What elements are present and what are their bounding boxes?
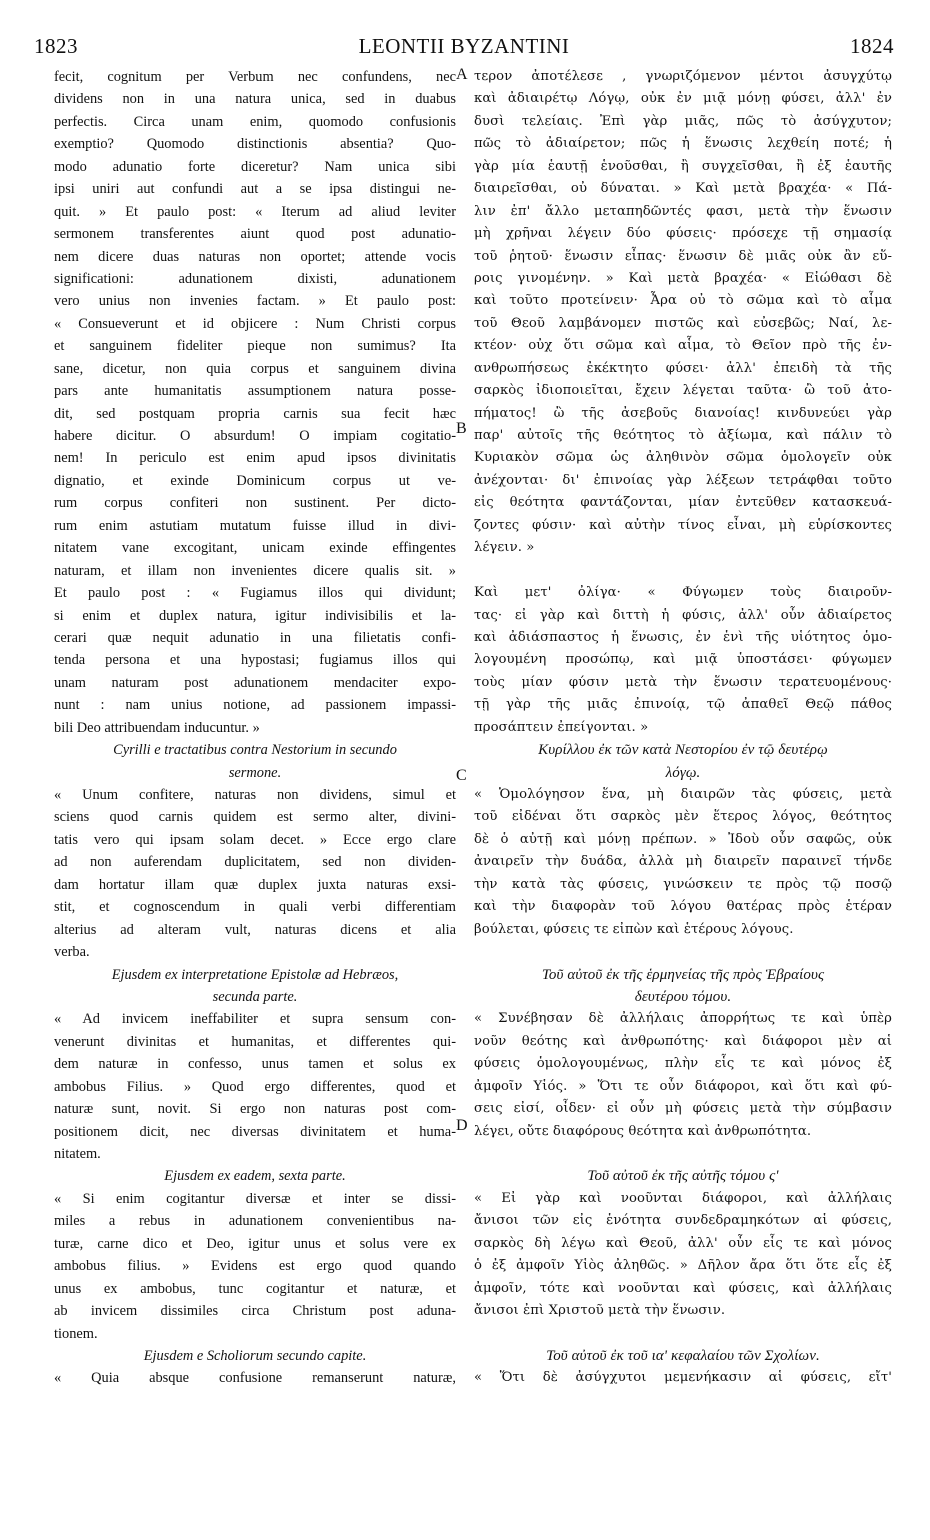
- latin-text-line: secunda parte.: [212, 988, 298, 1005]
- latin-text-line: Ejusdem e Scholiorum secundo capite.: [143, 1347, 367, 1364]
- greek-text-line: εἰς θεότητα φαντάζονται, μίαν ἐντεῦθεν κατασκευά-: [474, 495, 892, 511]
- latin-text-line: tenda persona et una hypostasi; fugiamus illos qui: [54, 652, 456, 669]
- greek-text-line: [474, 1143, 892, 1165]
- greek-text-line: ἀμφοῖν Υἱός. » Ὅτι τε οὖν διάφοροι, καὶ ὅτι καὶ φύ-: [474, 1078, 892, 1094]
- greek-text-line: βούλεται, φύσεις τε εἰπὼν καὶ ἑτέρους λόγους.: [474, 921, 794, 937]
- page-number-right: 1824: [850, 34, 894, 58]
- greek-text-line: [474, 560, 892, 582]
- latin-text-line: Et paulo post : « Fugiamus illos qui dividunt;: [54, 585, 456, 602]
- greek-text-line: ανθρωπήσεως ἐκέκτητο φύσει· ἀλλ' ἐπειδὴ τὰ τῆς: [474, 360, 892, 376]
- greek-text-line: μὴ χρῆναι λέγειν δύο φύσεις· πρόσεχε τῇ σημασίᾳ: [474, 226, 892, 242]
- greek-text-line: διαιρεῖσθαι, οὐ δύναται. » Καὶ μετὰ βραχέα· « Πά-: [474, 181, 892, 197]
- latin-text-line: naturam, et illam non invenientes dicere qualis sit. »: [54, 562, 456, 579]
- latin-text-line: ipsi uniri aut confundi aut a se ipsa distingui ne-: [54, 181, 456, 198]
- greek-text-line: λιν ἐπ' ἄλλο μεταπηδῶντές φασι, μετὰ τὴν ἕνωσιν: [474, 203, 892, 219]
- latin-text-line: pars ante humanitatis assumptionem natura posse-: [54, 383, 456, 400]
- latin-text-line: venerunt divinitas et humanitas, et differentes qui-: [54, 1033, 456, 1050]
- greek-text-line: δὲ ὁ αὐτῇ καὶ μόνῃ πρέπων. » Ἰδοὺ οὖν σαφῶς, οὐκ: [474, 831, 892, 847]
- latin-text-line: sane, dicetur, non quia corpus et sanguinem divina: [54, 360, 456, 377]
- latin-text-line: « Ad invicem ineffabiliter et supra sensum con-: [54, 1011, 456, 1028]
- greek-text-line: καὶ τοῦτο προτείνειν· Ἆρα οὐ τὸ σῶμα καὶ τὸ αἷμα: [474, 293, 892, 309]
- latin-text-line: « Quia absque confusione remanserunt naturæ,: [54, 1370, 456, 1387]
- greek-text-line: τοῦ εἰδέναι ὅτι σαρκὸς μὲν ἕτερος λόγος, θεότητος: [474, 809, 892, 825]
- greek-text-line: δευτέρου τόμου.: [634, 988, 732, 1005]
- greek-column: [474, 66, 892, 1390]
- greek-text-line: προσάπτειν ἐπείγονται. »: [474, 719, 649, 735]
- greek-text-line: δυσὶ τελείαις. Ἐπὶ γὰρ μιᾶς, πῶς τὸ ἀσύγχυτον;: [474, 113, 892, 129]
- margin-letter-d: D: [456, 1117, 468, 1134]
- greek-text-line: « Ὁμολόγησον ἕνα, μὴ διαιρῶν τὰς φύσεις, μετὰ: [474, 787, 892, 802]
- latin-text-line: Ejusdem ex interpretatione Epistolæ ad Hebræos,: [111, 966, 399, 983]
- latin-text-line: tionem.: [54, 1325, 98, 1342]
- latin-text-line: ambobus Filius. » Quod ergo differentes, quod et: [54, 1078, 456, 1095]
- greek-text-line: [474, 1323, 892, 1345]
- greek-text-line: τὴν κατὰ τὰς φύσεις, γινώσκειν τε πρὸς τῷ ποσῷ: [474, 876, 892, 892]
- latin-text-line: naturæ sunt, novit. Si ergo non naturas post com-: [54, 1101, 456, 1118]
- greek-text-line: ροις γινομένην. » Καὶ μετὰ βραχέα· « Εἰώθασι δὲ: [474, 270, 892, 286]
- latin-text-line: turæ, carne dico et Deo, igitur unus et solus vere ex: [54, 1235, 456, 1252]
- latin-text-line: sermonem transferentes aiunt quod post adunatio-: [54, 226, 456, 243]
- latin-text-line: bili Deo attribuendam inducuntur. »: [54, 719, 260, 736]
- page-header: [34, 34, 894, 64]
- greek-text-line: λογουμένη προσώπῳ, καὶ μιᾷ ὑποστάσει· φύγωμεν: [474, 652, 892, 668]
- greek-text-line: τοὺς μίαν φύσιν μετὰ τὴν ἕνωσιν τερατευομένους·: [474, 674, 892, 690]
- latin-column: [54, 66, 456, 1390]
- greek-text-line: σεις εἰσί, οἶδεν· εἰ οὖν μὴ φύσεις μετὰ τὴν σύμβασιν: [474, 1101, 892, 1117]
- latin-text-line: tatis vero qui ipsam solam decet. » Ecce ergo clare: [54, 831, 456, 848]
- margin-letter-b: B: [456, 420, 467, 437]
- greek-text-line: Καὶ μετ' ὀλίγα· « Φύγωμεν τοὺς διαιροῦν-: [474, 585, 892, 601]
- latin-text-line: nem! In periculo est enim apud ipsos divinitatis: [54, 450, 456, 467]
- greek-text-line: νοῦν θεότης καὶ ἀνθρωπότης· καὶ διάφοροι μὲν αἱ: [474, 1033, 892, 1049]
- latin-text-line: si enim et duplex natura, igitur indivisibilis et la-: [54, 607, 456, 624]
- latin-text-line: Ejusdem ex eadem, sexta parte.: [164, 1168, 346, 1185]
- greek-text-line: πήματος! ὢ τῆς ἀσεβοῦς διανοίας! κινδυνεύει γὰρ: [474, 405, 892, 421]
- latin-text-line: « Consueverunt et id objicere : Num Christi corpus: [54, 315, 456, 332]
- greek-text-line: τοῦ Θεοῦ λαμβάνομεν πιστῶς καὶ εὐσεβῶς; Ναί, λε-: [474, 315, 892, 331]
- greek-text-line: κτέον· οὐχ ὅτι σῶμα καὶ αἷμα, τὸ Θεῖον πρὸ τῆς ἐν-: [474, 338, 892, 354]
- latin-text-line: « Si enim cogitantur diversæ et inter se dissi-: [54, 1190, 456, 1207]
- latin-text-line: miles a rebus in adunationem convenientibus na-: [54, 1213, 456, 1230]
- greek-text-line: πῶς τὸ ἀδιαίρετον; πῶς ἡ ἕνωσις λεχθείη ποτέ; ἡ: [474, 136, 892, 152]
- latin-text-line: sciens quod carnis quidem est sermo alter, divini-: [54, 809, 456, 826]
- greek-text-line: ζοντες φύσιν· καὶ αὐτὴν τίνος εἶναι, μὴ εὑρίσκοντες: [474, 517, 892, 533]
- latin-text-line: positionem dicit, nec diversas divinitatem et huma-: [54, 1123, 456, 1140]
- greek-text-line: καὶ ἀδιάσπαστος ἡ ἕνωσις, ἐν ἑνὶ τῆς υἱότητος ὁμο-: [474, 629, 892, 645]
- latin-text-line: nunt : nam unius notione, ad passionem impassi-: [54, 697, 456, 714]
- greek-text-line: ἄνισοι τῶν εἰς ἑνότητα συνδεδραμηκότων αἱ φύσεις,: [474, 1213, 892, 1229]
- latin-text-line: nitatem vane excogitant, unicam exinde effingentes: [54, 540, 456, 557]
- greek-text-line: παρ' αὐτοῖς τῆς θεότητος τὸ ἀξίωμα, καὶ πάλιν τὸ: [474, 428, 892, 443]
- greek-text-line: ἄνισοι ἐπὶ Χριστοῦ μετὰ τὴν ἕνωσιν.: [474, 1303, 726, 1319]
- latin-text-line: habere dicitur. O absurdum! O impiam cogitatio-: [54, 428, 456, 444]
- greek-text-line: ἀνέχονται· δι' ἐπινοίας γὰρ λέξεων τετράφθαι τοῦτο: [474, 472, 892, 488]
- latin-text-line: dividens non in una natura unica, sed in duabus: [54, 91, 456, 108]
- greek-text-line: γὰρ μία ἑαυτῇ ἑνοῦσθαι, ἢ συγχεῖσθαι, ἢ ἐξ ἑαυτῆς: [474, 158, 892, 174]
- latin-text-line: nitatem.: [54, 1146, 101, 1162]
- greek-text-line: καὶ ἀδιαιρέτῳ Λόγῳ, οὐκ ἐν μιᾷ μόνῃ φύσει, ἀλλ' ἐν: [474, 91, 892, 107]
- greek-text-line: καὶ τὴν διαφορὰν τοῦ λόγου θατέρας πρὸς ἑτέραν: [474, 899, 892, 915]
- greek-text-line: σαρκὸς δὴ λέγω καὶ Θεοῦ, ἀλλ' οὖν εἷς τε καὶ μόνος: [474, 1235, 892, 1251]
- latin-text-line: fecit, cognitum per Verbum nec confundens, nec: [54, 69, 456, 85]
- latin-text-line: nem dicere duas naturas non oportet; attende vocis: [54, 248, 456, 265]
- greek-text-line: τερον ἀποτέλεσε , γνωριζόμενον μέντοι ἀσυγχύτῳ: [474, 69, 892, 84]
- greek-text-line: τας· εἰ γὰρ καὶ διττὴ ἡ φύσις, ἀλλ' οὖν ἀδιαίρετος: [474, 607, 892, 623]
- greek-text-line: ὁ ἐξ ἀμφοῖν Υἱὸς ἀληθῶς. » Δῆλον ἄρα ὅτι ὅτε εἷς ἐξ: [474, 1258, 892, 1274]
- latin-text-line: « Unum confitere, naturas non dividens, simul et: [54, 787, 456, 803]
- latin-text-line: ab invicem dissimiles circa Christum post aduna-: [54, 1303, 456, 1320]
- latin-text-line: dit, sed postquam propria carnis sua fecit hæc: [54, 405, 456, 422]
- latin-text-line: ambobus filius. » Evidens est ergo quod quando: [54, 1258, 456, 1275]
- greek-text-line: Τοῦ αὐτοῦ ἐκ τῆς αὐτῆς τόμου ς': [587, 1168, 779, 1185]
- margin-letter-a: A: [456, 66, 468, 83]
- greek-text-line: λέγειν. »: [474, 540, 535, 556]
- latin-text-line: vero unius non invenies factam. » Et paulo post:: [54, 293, 456, 310]
- latin-text-line: et sanguinem fideliter pieque non sumimus? Ita: [54, 338, 456, 355]
- latin-text-line: cerari quæ nequit adunatio in una filietatis confi-: [54, 629, 456, 646]
- greek-text-line: σαρκὸς ἰδιοποιεῖται, ἔχειν λέγεται ταῦτα· ὢ τοῦ ἀτο-: [474, 383, 892, 399]
- greek-text-line: [474, 941, 892, 963]
- latin-text-line: rum enim astutiam mutatum fuisse illud in divi-: [54, 517, 456, 534]
- greek-text-line: « Εἰ γὰρ καὶ νοοῦνται διάφοροι, καὶ ἀλλήλαις: [474, 1190, 892, 1206]
- greek-text-line: φύσεις ὁμολογουμένως, πλὴν εἷς τε καὶ μόνος ἐξ: [474, 1056, 892, 1072]
- greek-text-line: « Ὅτι δὲ ἀσύγχυτοι μεμενήκασιν αἱ φύσεις, εἴτ': [474, 1370, 892, 1386]
- greek-text-line: ἀμφοῖν, τότε καὶ νοοῦνται καὶ φύσεις, καὶ ἀλλήλαις: [474, 1280, 892, 1296]
- greek-text-line: τοῦ ῥητοῦ· ἕνωσιν εἶπας· ἕνωσιν δὲ μιᾶς οὐκ ἂν εὕ-: [474, 248, 892, 264]
- latin-text-line: quit. » Et paulo post: « Iterum ad aliud leviter: [54, 203, 456, 220]
- latin-text-line: stit, et cognoscendum in quali verbi differentiam: [54, 899, 456, 916]
- greek-text-line: ἀναιρεῖν τὴν δυάδα, ἀλλὰ μὴ διαιρεῖν παραινεῖ τήνδε: [474, 854, 892, 870]
- latin-text-line: modo adunatio forte diceretur? Nam unica sibi: [54, 158, 456, 175]
- latin-text-line: exemptio? Quomodo distinctionis absentia? Quo-: [54, 136, 456, 153]
- latin-text-line: ad non auferendam duplicitatem, sed non dividen-: [54, 854, 456, 871]
- greek-text-line: λέγει, οὔτε διαφόρους θεότητα καὶ ἀνθρωπότητα.: [474, 1123, 812, 1139]
- greek-text-line: τῇ γὰρ τῆς μιᾶς ἐπινοίᾳ, τῷ ἀπαθεῖ Θεῷ πάθος: [474, 697, 892, 713]
- greek-text-line: λόγῳ.: [665, 764, 701, 781]
- greek-text-line: « Συνέβησαν δὲ ἀλλήλαις ἀπορρήτως τε καὶ ὑπὲρ: [474, 1011, 892, 1027]
- latin-text-line: unam naturam post adunationem mendaciter expo-: [54, 674, 456, 691]
- latin-text-line: significationi: adunationem dixisti, adunationem: [54, 270, 456, 287]
- latin-text-line: alterius ad alteram vult, naturas dicens et alia: [54, 921, 456, 938]
- latin-text-line: unus ex ambobus, tunc cogitantur et naturæ, et: [54, 1280, 456, 1297]
- latin-text-line: dignatio, et exinde Dominicum corpus ut ve-: [54, 472, 456, 489]
- latin-text-line: rum corpus confiteri non sustinent. Per dicto-: [54, 495, 456, 512]
- greek-text-line: Κυρίλλου ἐκ τῶν κατὰ Νεστορίου ἐν τῷ δευτέρῳ: [538, 742, 828, 759]
- running-title: LEONTII BYZANTINI: [358, 34, 570, 58]
- latin-text-line: verba.: [54, 944, 90, 961]
- latin-text-line: Cyrilli e tractatibus contra Nestorium in secundo: [113, 742, 397, 759]
- greek-text-line: Κυριακὸν σῶμα ὡς ἀληθινὸν σῶμα ὁμολογεῖν οὐκ: [474, 450, 892, 466]
- margin-letter-c: C: [456, 767, 467, 784]
- greek-text-line: Τοῦ αὐτοῦ ἐκ τοῦ ια' κεφαλαίου τῶν Σχολίων.: [546, 1347, 820, 1364]
- latin-text-line: dam hortatur illam quæ duplex juxta naturas exsi-: [54, 876, 456, 893]
- latin-text-line: sermone.: [228, 764, 282, 781]
- greek-text-line: Τοῦ αὐτοῦ ἐκ τῆς ἑρμηνείας τῆς πρὸς Ἑβραίους: [541, 966, 825, 983]
- page-number-left: 1823: [34, 34, 78, 58]
- latin-text-line: perfectis. Circa unam enim, quomodo confusionis: [54, 113, 456, 130]
- latin-text-line: dem naturæ in confesso, unus tamen et solus ex: [54, 1056, 456, 1073]
